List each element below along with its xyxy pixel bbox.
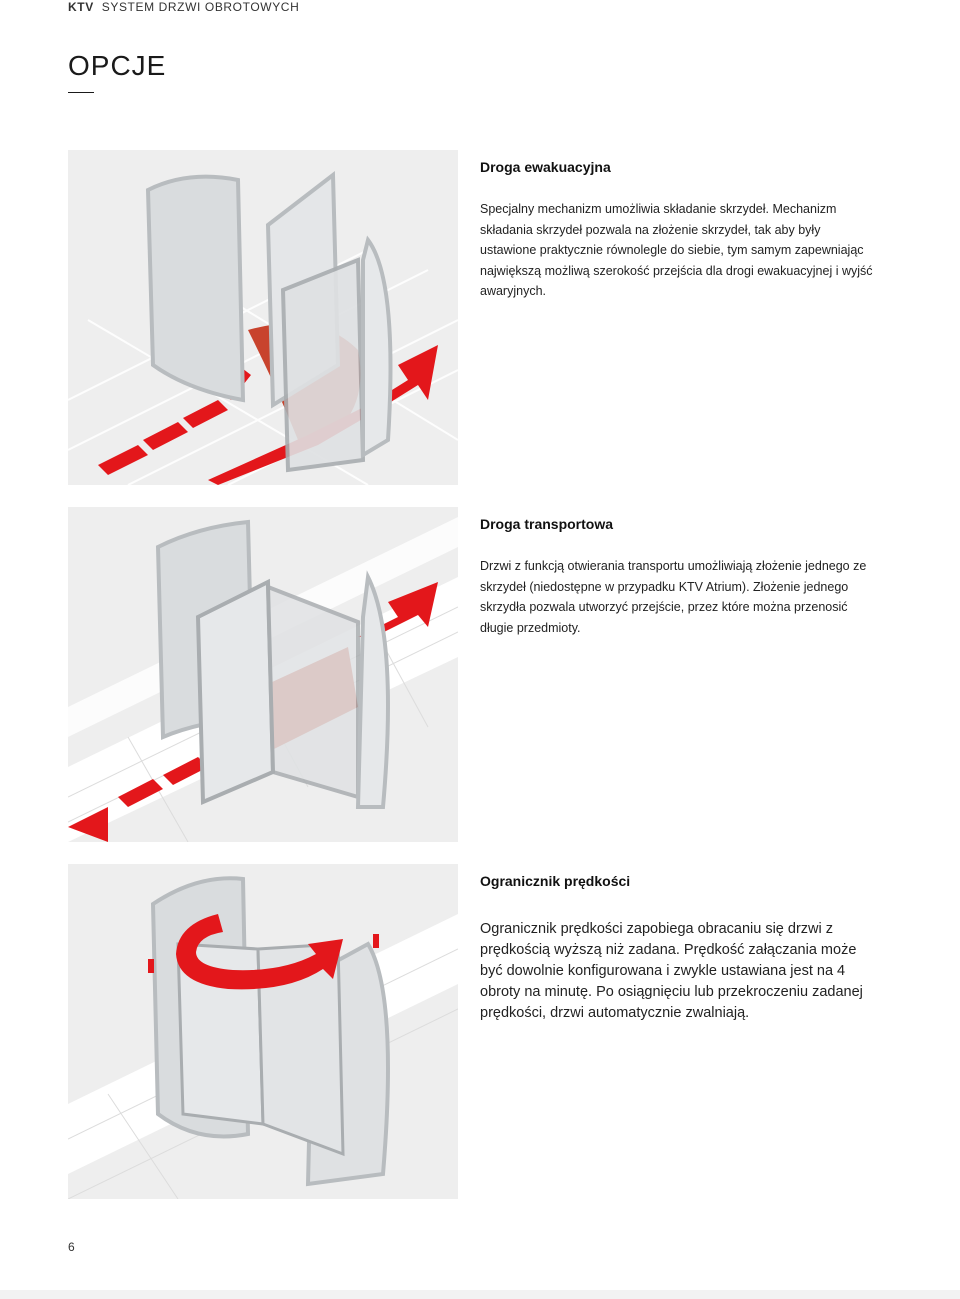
section-text [480,150,875,302]
speed-limiter-illustration [68,864,458,1199]
section-body: Drzwi z funkcją otwierania transportu umożliwiają złożenie jednego ze skrzydeł (niedostępne w przypadku KTV Atrium). Złożenie jednego skrzydła pozwala utworzyć przejście, przez które można przenosić długie przedmioty. [480,559,867,635]
running-header [68,0,299,14]
page-number: 6 [68,1240,75,1254]
transport-illustration [68,507,458,842]
evacuation-illustration [68,150,458,485]
section-heading: Droga transportowa [480,516,614,532]
header-brand: KTV [68,0,94,14]
page-title: OPCJE [68,50,167,81]
section-body: Specjalny mechanizm umożliwia składanie skrzydeł. Mechanizm składania skrzydeł pozwala na złożenie skrzydeł, tak aby były ustawione praktycznie równolegle do siebie, tym samym zapewniając największą możliwą szerokość przejścia dla drogi ewakuacyjnej i wyjść awaryjnych. [480,202,873,298]
footer-band [0,1290,960,1299]
section-heading: Ogranicznik prędkości [480,873,631,889]
title-underline [68,92,94,93]
header-subtitle: SYSTEM DRZWI OBROTOWYCH [101,0,300,14]
section-heading: Droga ewakuacyjna [480,159,611,175]
section-text [480,507,875,638]
section-text [480,864,875,1024]
section-body: Ogranicznik prędkości zapobiega obracaniu się drzwi z prędkością wyższą niż zadana. Prędkość załączania może być dowolnie konfigurowana i zwykle ustawiana jest na 4 obroty na minutę. Po osiągnięciu lub przekroczeniu zadanej prędkości, drzwi automatycznie zwalniają. [480,921,863,1021]
